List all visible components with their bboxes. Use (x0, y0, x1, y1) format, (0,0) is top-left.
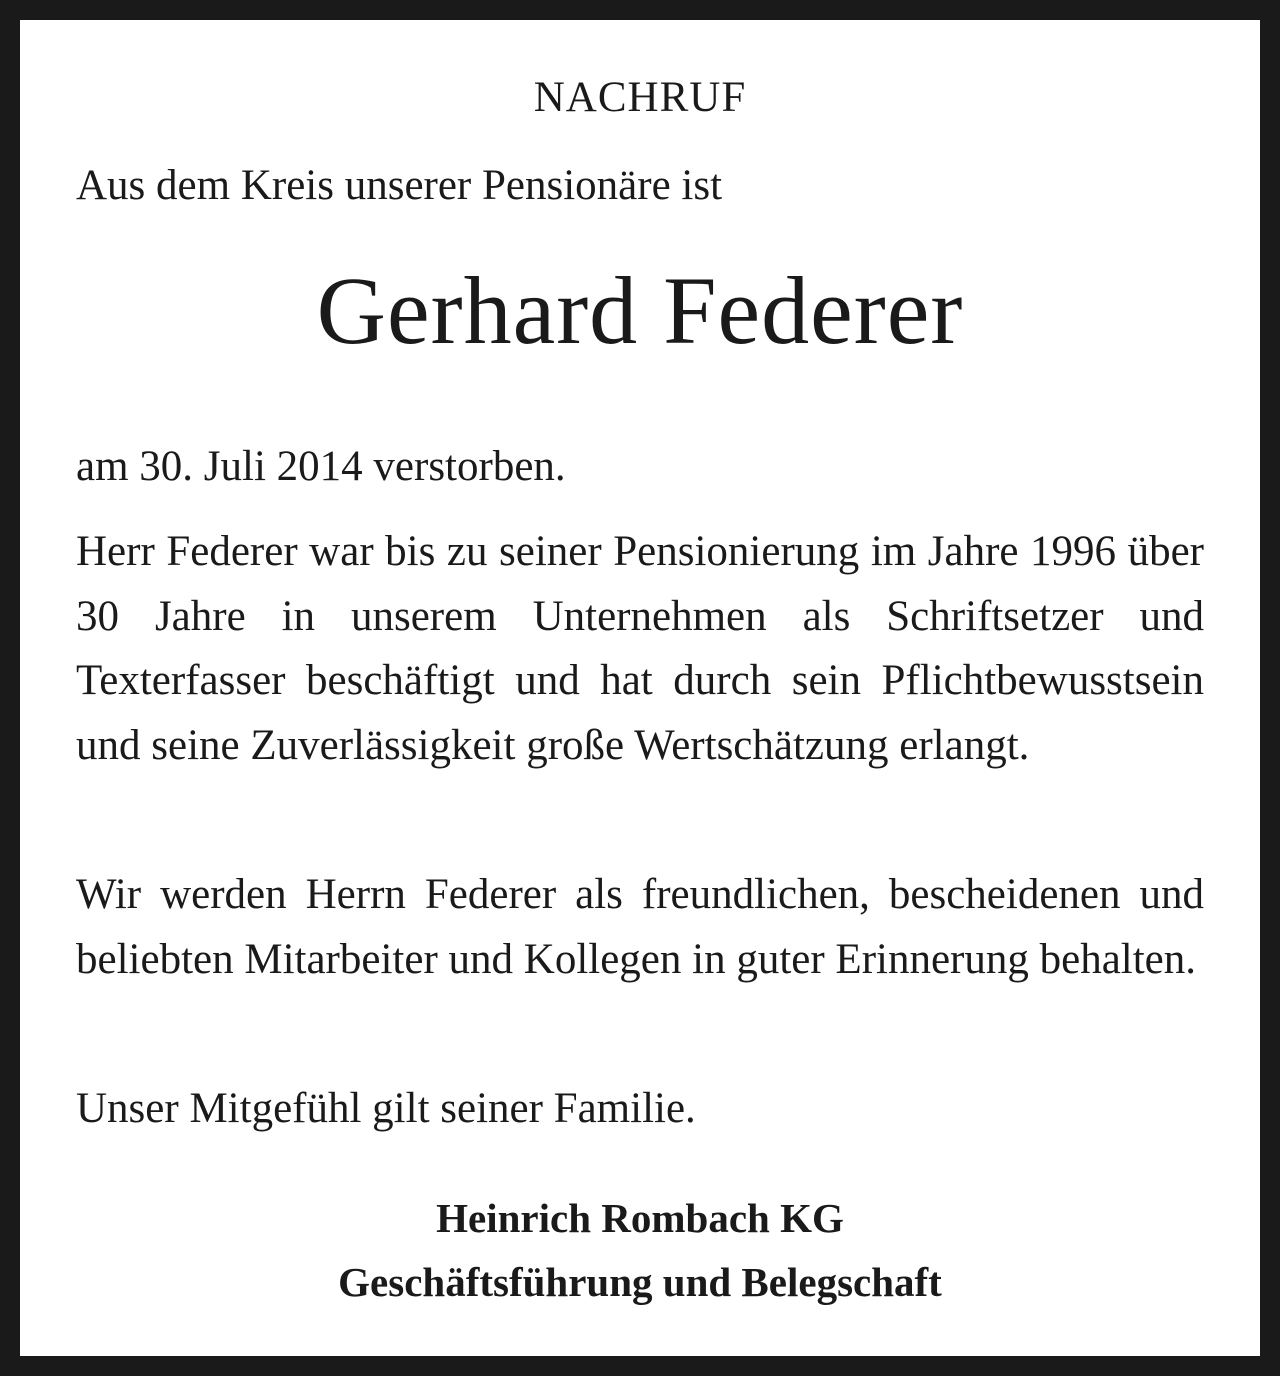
notice-heading: NACHRUF (533, 74, 747, 121)
signature-department: Geschäftsführung und Belegschaft (338, 1259, 942, 1305)
signature-company: Heinrich Rombach KG (436, 1195, 844, 1241)
memory-paragraph: Wir werden Herrn Federer als freundlichen, bescheidenen und beliebten Mitarbeiter und Kollegen in guter Erinnerung behalten. (76, 871, 1204, 983)
deceased-name: Gerhard Federer (316, 257, 964, 364)
date-line: am 30. Juli 2014 verstorben. (76, 443, 566, 490)
intro-line: Aus dem Kreis unserer Pensionäre ist (76, 162, 723, 209)
career-paragraph: Herr Federer war bis zu seiner Pensionierung im Jahre 1996 über 30 Jahre in unserem Unternehmen als Schriftsetzer und Texterfasser beschäftigt und hat durch sein Pflichtbewusstsein und seine Zuverlässigkeit große Wertschätzung erlangt. (76, 528, 1204, 769)
sympathy-paragraph: Unser Mitgefühl gilt seiner Familie. (76, 1085, 696, 1132)
obituary-notice (20, 20, 1260, 1356)
